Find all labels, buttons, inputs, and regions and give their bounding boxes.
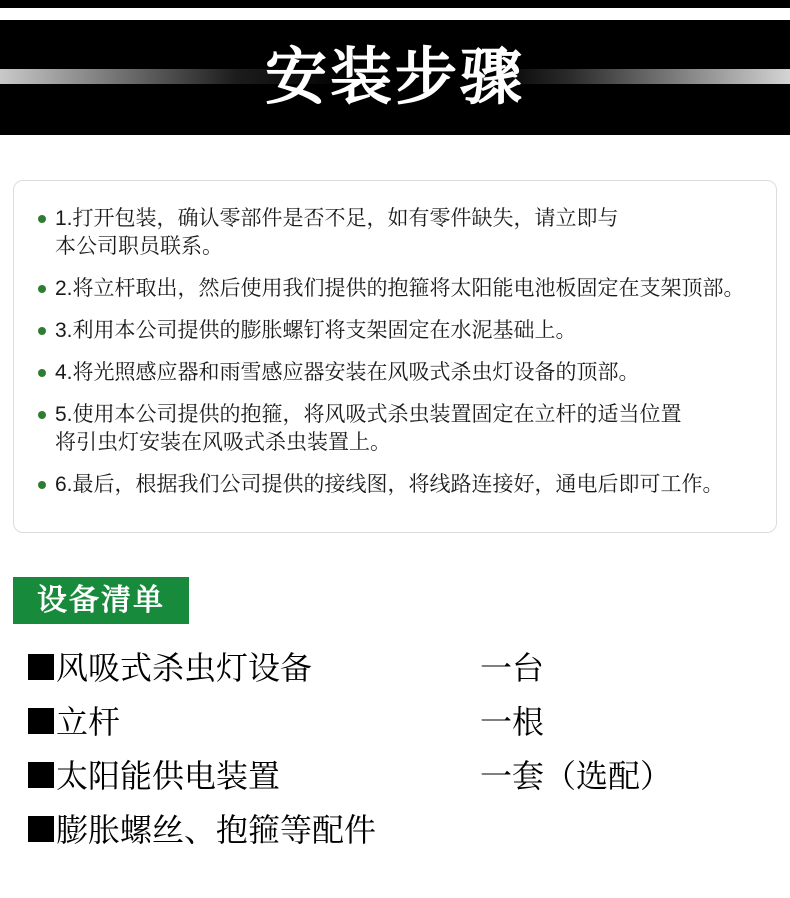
equipment-qty: 一台: [480, 650, 545, 686]
step-item-2: [31, 275, 764, 303]
black-square-icon: [28, 708, 54, 734]
step-item-6: [31, 471, 764, 499]
equipment-name: 立杆: [56, 704, 121, 740]
step-item-1: [31, 205, 764, 261]
equipment-name: 风吸式杀虫灯设备: [56, 650, 313, 686]
banner-title: 安装步骤: [264, 43, 525, 112]
step-item-4: [31, 359, 764, 387]
step-item-3: [31, 317, 764, 345]
top-gap: [0, 8, 790, 20]
green-dot-icon: [38, 285, 46, 293]
equipment-qty: 一根: [480, 704, 545, 740]
step-text: 3.利用本公司提供的膨胀螺钉将支架固定在水泥基础上。: [55, 319, 577, 342]
equipment-row-4: [28, 810, 790, 850]
green-dot-icon: [38, 481, 46, 489]
install-steps-card: [13, 180, 777, 533]
equipment-row-2: [28, 702, 790, 742]
green-dot-icon: [38, 369, 46, 377]
step-text: 将引虫灯安装在风吸式杀虫装置上。: [55, 431, 391, 454]
top-border-bar: [0, 0, 790, 8]
green-dot-icon: [38, 411, 46, 419]
equipment-list: [28, 648, 790, 850]
black-square-icon: [28, 654, 54, 680]
equipment-qty: 一套（选配）: [480, 758, 673, 794]
install-steps-list: [31, 205, 764, 499]
step-text: 本公司职员联系。: [55, 235, 223, 258]
step-text: 6.最后，根据我们公司提供的接线图，将线路连接好，通电后即可工作。: [55, 473, 724, 496]
step-text: 5.使用本公司提供的抱箍，将风吸式杀虫装置固定在立杆的适当位置: [55, 403, 682, 426]
equipment-name: 太阳能供电装置: [56, 758, 281, 794]
equipment-list-heading-badge: 设备清单: [13, 577, 189, 624]
step-text: 2.将立杆取出，然后使用我们提供的抱箍将太阳能电池板固定在支架顶部。: [55, 277, 745, 300]
install-steps-banner: [0, 20, 790, 135]
equipment-name: 膨胀螺丝、抱箍等配件: [56, 812, 377, 848]
green-dot-icon: [38, 327, 46, 335]
step-item-5: [31, 401, 764, 457]
black-square-icon: [28, 762, 54, 788]
step-text: 1.打开包装，确认零部件是否不足，如有零件缺失，请立即与: [55, 207, 619, 230]
step-text: 4.将光照感应器和雨雪感应器安装在风吸式杀虫灯设备的顶部。: [55, 361, 640, 384]
green-dot-icon: [38, 215, 46, 223]
equipment-row-1: [28, 648, 790, 688]
black-square-icon: [28, 816, 54, 842]
equipment-row-3: [28, 756, 790, 796]
